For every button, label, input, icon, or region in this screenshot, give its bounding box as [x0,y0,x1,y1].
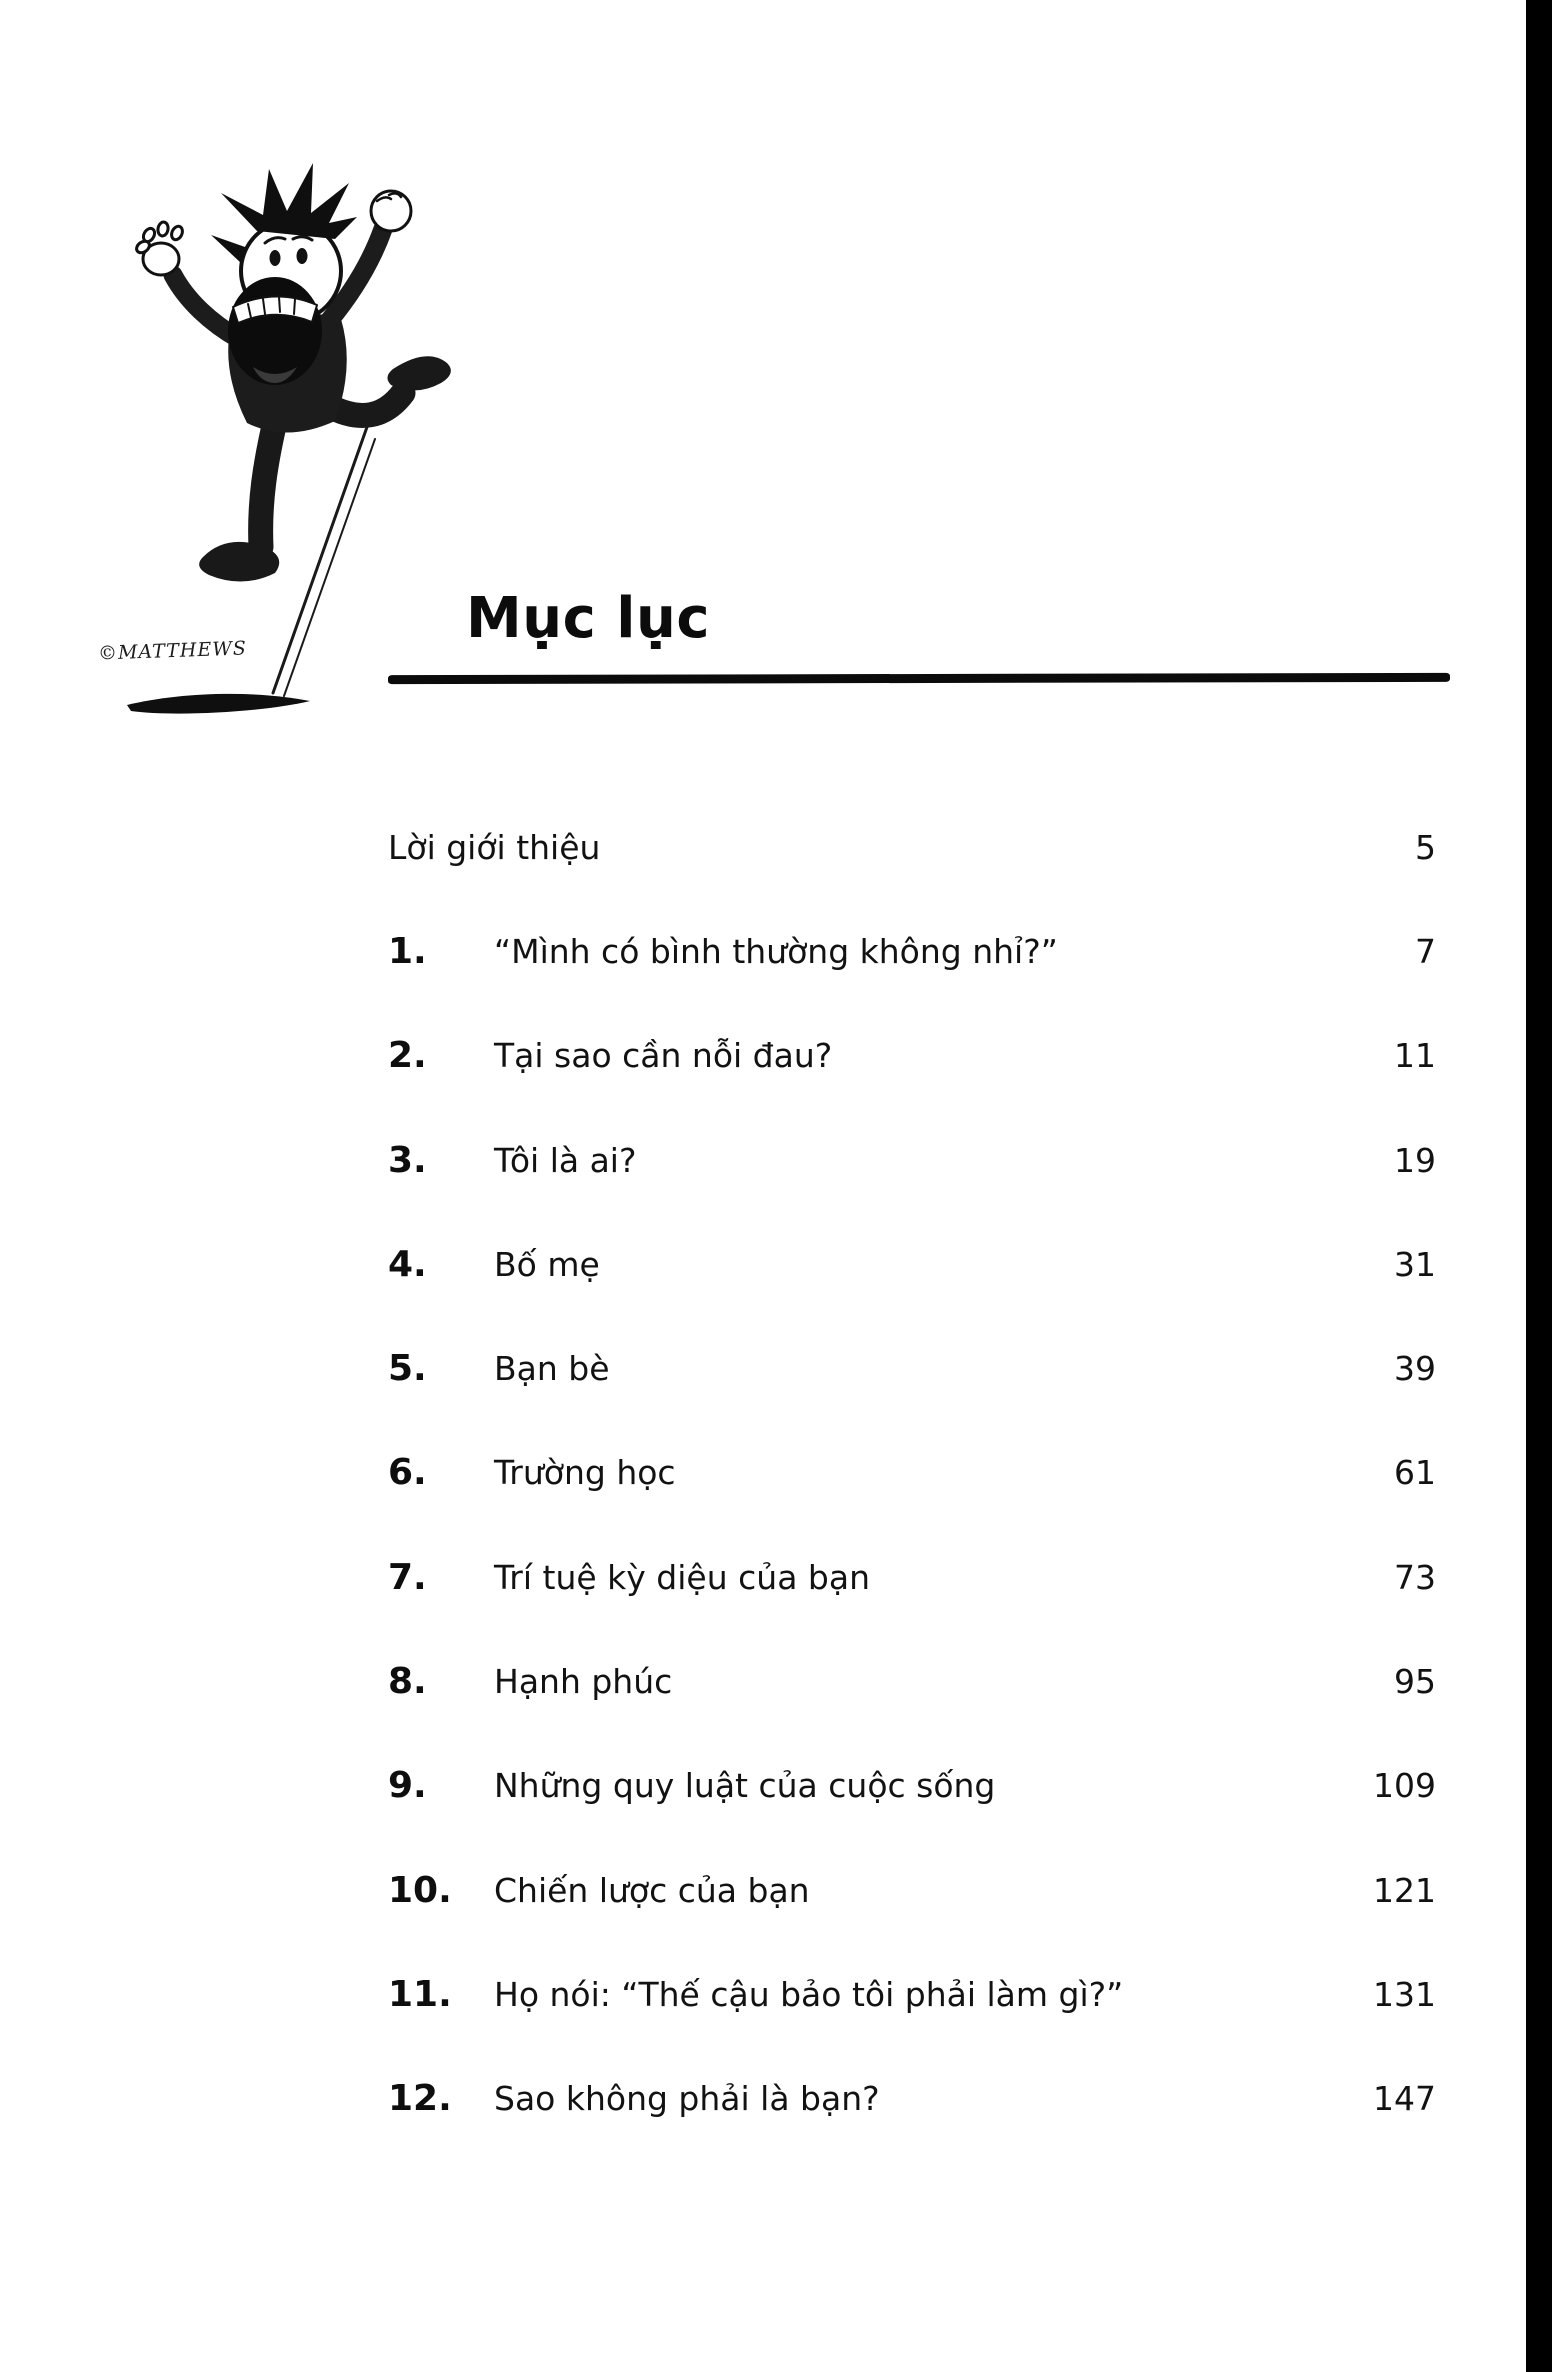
chapter-number: 9. [388,1765,427,1807]
toc-row [388,1629,1436,1733]
chapter-title: Trường học [494,1453,676,1493]
toc-row [388,2047,1436,2151]
toc-row [388,1838,1436,1942]
chapter-title: Chiến lược của bạn [494,1870,810,1910]
chapter-title: Sao không phải là bạn? [494,2079,880,2119]
motion-line-icon [273,427,367,693]
page-number: 39 [1394,1349,1436,1389]
page-number: 121 [1373,1870,1436,1910]
page-number: 19 [1394,1140,1436,1180]
chapter-title: Bố mẹ [494,1244,600,1284]
chapter-title: Hạnh phúc [494,1662,673,1702]
toc-row [388,1421,1436,1525]
chapter-title: Bạn bè [494,1349,610,1389]
title-rule [388,673,1450,684]
toc-row [388,1734,1436,1838]
artist-signature: ©MATTHEWS [97,637,248,665]
toc-row [388,899,1436,1003]
page-number: 95 [1394,1662,1436,1702]
toc-row [388,1942,1436,2046]
chapter-number: 1. [388,930,427,972]
toc-list [388,795,1436,2151]
page-number: 73 [1394,1557,1436,1597]
page-edge-bar [1526,0,1552,2372]
motion-line-icon [284,439,375,696]
ground-swoosh-icon [127,694,310,714]
chapter-number: 11. [388,1973,452,2015]
page-title: Mục lục [466,586,711,651]
chapter-title: Họ nói: “Thế cậu bảo tôi phải làm gì?” [494,1974,1124,2014]
toc-row [388,1108,1436,1212]
toc-row [388,1316,1436,1420]
chapter-number: 7. [388,1556,427,1598]
page-number: 147 [1373,2079,1436,2119]
toc-row [388,1525,1436,1629]
page-number: 11 [1394,1036,1436,1076]
chapter-number: 6. [388,1452,427,1494]
chapter-number: 2. [388,1035,427,1077]
chapter-title: “Mình có bình thường không nhỉ?” [494,931,1058,971]
chapter-title: Tại sao cần nỗi đau? [494,1036,833,1076]
chapter-number: 12. [388,2078,452,2120]
chapter-number: 8. [388,1661,427,1703]
toc-row [388,1212,1436,1316]
chapter-number: 5. [388,1348,427,1390]
chapter-title: Những quy luật của cuộc sống [494,1766,996,1806]
page-number: 7 [1415,931,1436,971]
toc-row [388,1004,1436,1108]
chapter-number: 4. [388,1243,427,1285]
page-number: 109 [1373,1766,1436,1806]
toc-intro-label: Lời giới thiệu [388,827,601,867]
toc-intro-page-number: 5 [1415,827,1436,867]
chapter-number: 10. [388,1869,452,1911]
chapter-title: Trí tuệ kỳ diệu của bạn [494,1557,870,1597]
chapter-number: 3. [388,1139,427,1181]
toc-row-intro [388,795,1436,899]
chapter-title: Tôi là ai? [494,1140,637,1180]
page-number: 61 [1394,1453,1436,1493]
page-number: 31 [1394,1244,1436,1284]
page-number: 131 [1373,1974,1436,2014]
